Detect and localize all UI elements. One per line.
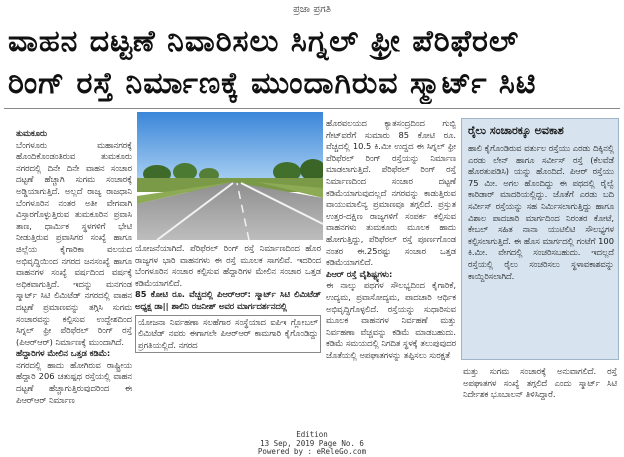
edition-footer (0, 431, 624, 457)
dateline: ತುಮಕೂರು (16, 128, 47, 138)
sidebar-title: ರೈಲು ಸಂಚಾರಕ್ಕೂ ಅವಕಾಶ (468, 124, 564, 137)
column-3-text: ಹೊರವಲಯದ ಕ್ಯಾತಸಂದ್ರದಿಂದ ಗುಬ್ಬಿ ಗೇಟ್‌ವರೆಗೆ ಸುಮಾರು 85 ಕೋಟಿ ರೂ. ವೆಚ್ಚದಲ್ಲಿ 10.5 ಕಿ.ಮೀ ಉದ್ದದ ಈ ಸಿಗ್ನಲ್ ಫ್ರೀ ಪೆರಿಫೆರಲ್ ರಿಂಗ್ ರಸ್ತೆಯನ್ನು ನಿರ್ಮಾಣ ಮಾಡಲಾಗುತ್ತಿದೆ. ಪೆರಿಫೆರಲ್ ರಿಂಗ್ ರಸ್ತೆ ನಿರ್ಮಾಣದಿಂದ ಸಂಚಾರ ದಟ್ಟಣೆ ಕಡಿಮೆಯಾಗುವುದಲ್ಲದೆ ನಗರವನ್ನು ಕಾಡುತ್ತಿರುವ ವಾಯುಮಾಲಿನ್ಯ ಪ್ರಮಾಣವೂ ತಗ್ಗಲಿದೆ. ಪ್ರಸ್ತುತ ಉತ್ತರ-ದಕ್ಷಿಣ ರಾಜ್ಯಗಳಿಗೆ ಸಂಪರ್ಕ ಕಲ್ಪಿಸುವ ವಾಹನಗಳು ತುಮಕೂರು ಮೂಲಕ ಹಾದು ಹೋಗುತ್ತಿದ್ದು, ಪೆರಿಫೆರಲ್ ರಸ್ತೆ ಪೂರ್ಣಗೊಂಡ ನಂತರ ಈ.25ರಷ್ಟು ಸಂಚಾರ ಒತ್ತಡ ಕಡಿಮೆಯಾಗಲಿದೆ. (326, 118, 456, 268)
edition-date-page: 13 Sep, 2019 Page No. 6 (260, 438, 364, 448)
column-2-text: ಯೋಜನೆಯಾಗಿದೆ. ಪೆರಿಫೆರಲ್ ರಿಂಗ್ ರಸ್ತೆ ನಿರ್ಮಾಣದಿಂದ ಹೊರ ರಾಜ್ಯಗಳ ಭಾರಿ ವಾಹನಗಳು ಈ ರಸ್ತೆ ಮೂಲಕ ಸಾಗಲಿವೆ. ಇದರಿಂದ ಬೆಂಗಳೂರಿನ ಸಂಚಾರ ಕಲ್ಪಿಸುವ ಹೆದ್ದಾರಿಗಳ ಮೇಲಿನ ಸಂಚಾರ ಒತ್ತಡ ಕಡಿಮೆಯಾಗಲಿದೆ. (135, 243, 321, 288)
headline-line-1: ವಾಹನ ದಟ್ಟಣೆ ನಿವಾರಿಸಲು ಸಿಗ್ನಲ್ ಫ್ರೀ ಪೆರಿಫೆರಲ್ (8, 24, 520, 59)
article-column-2 (135, 243, 321, 430)
column-1-subheading: ಹೆದ್ದಾರಿಗಳ ಮೇಲಿನ ಒತ್ತಡ ಕಡಿಮೆ: (16, 348, 111, 359)
column-2-boxed-text: ಯೋಜನಾ ನಿರ್ವಹಣಾ ಸಲಹೆಗಾರ ಸಂಸ್ಥೆಯಾದ ಐಪಿಇ ಗ್ಲೋಬಲ್ ಲಿಮಿಟೆಡ್ ನವರು ಈಗಾಗಲೇ ಪಿಆರ್‌ಆರ್ ಕಾಮಗಾರಿ ಕೈಗೊಂಡಿದ್ದು ಪ್ರಗತಿಯಲ್ಲಿದೆ. ನಗರದ (135, 315, 321, 354)
article-column-1 (16, 128, 132, 430)
column-1-text: ಬೆಂಗಳೂರು ಮಹಾನಗರಕ್ಕೆ ಹೊಂದಿಕೊಂಡಂತಿರುವ ತುಮಕೂರು ನಗರದಲ್ಲಿ ದಿನೇ ದಿನೇ ವಾಹನ ಸಂಚಾರ ದಟ್ಟಣೆ ಹೆಚ್ಚಾಗಿ ಸುಗಮ ಸಂಚಾರಕ್ಕೆ ಅಡ್ಡಿಯಾಗುತ್ತಿದೆ. ಅಲ್ಲದೆ ರಾಜ್ಯ ರಾಜಧಾನಿ ಬೆಂಗಳೂರಿನ ನಂತರ ಅತೀ ವೇಗವಾಗಿ ವಿಸ್ತಾರಗೊಳ್ಳುತ್ತಿರುವ ತುಮಕೂರಿನ ಪ್ರವಾಸಿ ತಾಣ, ಧಾರ್ಮಿಕ ಸ್ಥಳಗಳಿಗೆ ಭೇಟಿ ನೀಡುತ್ತಿರುವ ಪ್ರವಾಸಿಗರ ಸಂಖ್ಯೆ ಹಾಗೂ ಜಿಲ್ಲೆಯ ಕೈಗಾರಿಕಾ ವಲಯದ ಅಭಿವೃದ್ಧಿಯಿಂದ ನಗರದ ಜನಸಂಖ್ಯೆ ಹಾಗೂ ವಾಹನಗಳ ಸಂಖ್ಯೆ ವರ್ಷದಿಂದ ವರ್ಷಕ್ಕೆ ಅಧಿಕವಾಗುತ್ತಿದೆ. ಇದನ್ನು ಮನಗಂಡ ಸ್ಮಾರ್ಟ್ ಸಿಟಿ ಲಿಮಿಟೆಡ್ ನಗರದಲ್ಲಿ ವಾಹನ ದಟ್ಟಣೆ ಪ್ರಮಾಣವನ್ನು ತಗ್ಗಿಸಿ ಸುಗಮ ಸಂಚಾರವನ್ನು ಕಲ್ಪಿಸುವ ಉದ್ದೇಶದಿಂದ ಸಿಗ್ನಲ್ ಫ್ರೀ ಪೆರಿಫೆರಲ್ ರಿಂಗ್ ರಸ್ತೆ (ಪಿಆರ್‌ಆರ್) ನಿರ್ಮಾಣಕ್ಕೆ ಮುಂದಾಗಿದೆ. (16, 139, 132, 347)
edition-label: Edition (296, 430, 328, 439)
headline-divider (4, 108, 620, 109)
powered-by: Powered by : eReleGo.com (257, 447, 367, 456)
column-2-subheading: 85 ಕೋಟಿ ರೂ. ವೆಚ್ಚದಲ್ಲಿ ಪಿಆರ್‌ಆರ್: ಸ್ಮಾರ್ಟ್ ಸಿಟಿ ಲಿಮಿಟೆಡ್ ಅಧ್ಯಕ್ಷ ಡಾ|| ಶಾಲಿನಿ ರಜನೀಶ್ ಅವರ ಮಾರ್ಗದರ್ಶನದಲ್ಲಿ (135, 289, 321, 311)
sidebar-body: ಹಾಲಿ ಕೈಗೊಂಡಿರುವ ವರ್ತುಲ ರಸ್ತೆಯು ಎರಡು ದಿಕ್ಕಿನಲ್ಲಿ ಎರಡು ಲೇನ್ ಹಾಗೂ ಸರ್ವೀಸ್ ರಸ್ತೆ (ಕೆಲವೆಡೆ ಹೊರತುಪಡಿಸಿ) ಯನ್ನು ಹೊಂದಿದೆ. ಪಿಆರ್ ರಸ್ತೆಯು 75 ಮೀ. ಅಗಲ ಹೊಂದಿದ್ದು ಈ ಪಥದಲ್ಲಿ ರೈಲ್ವೆ ಕಾರಿಡಾರ್ ಮಾದರಿಯಲ್ಲಿದ್ದು. ಜೊತೆಗೆ ಎರಡು ಬದಿ ಸರ್ವೀಸ್ ರಸ್ತೆಯನ್ನು ಸಹ ನಿರ್ಮಿಸಲಾಗುತ್ತಿದ್ದು ಹಾಗೂ ವಿಶಾಲ ಪಾದಚಾರಿ ಮಾರ್ಗದಿಂದ ನಿರಂತರ ಕೋಟೆ, ಕೇಬಲ್ ಸಹಿತ ನಾನಾ ಯುಟಿಲಿಟಿ ಸೌಲಭ್ಯಗಳ ಕಲ್ಪಿಸಲಾಗುತ್ತಿದೆ. ಈ ಹೊಸ ಮಾರ್ಗದಲ್ಲಿ ಗಂಟೆಗೆ 100 ಕಿ.ಮೀ. ವೇಗದಲ್ಲಿ ಸಂಚರಿಸಬಹುದು. ಇದಲ್ಲದೆ ರಸ್ತೆಯಲ್ಲಿ ರೈಲು ಸಂಚರಿಸಲು ಸ್ಥಳಾವಕಾಶವನ್ನು ಕಾಯ್ದಿರಿಸಲಾಗಿದೆ. (468, 143, 614, 281)
column-3-subheading: ಪಿಆರ್ ರಸ್ತೆ ವೈಶಿಷ್ಟ್ಯಗಳು: (326, 268, 393, 279)
sidebar-box (461, 118, 619, 360)
column-1-tail: ನಗರದಲ್ಲಿ ಹಾದು ಹೋಗಿರುವ ರಾಷ್ಟ್ರೀಯ ಹೆದ್ದಾರಿ 206 ಚತುಷ್ಪಥ ರಸ್ತೆಯಲ್ಲಿ ವಾಹನ ದಟ್ಟಣೆ ಹೆಚ್ಚಾಗುತ್ತಿರುವುದರಿಂದ ಈ ಪಿಆರ್‌ಆರ್ ನಿರ್ಮಾಣ (16, 359, 132, 405)
column-3-tail: ಈ ನಾಲ್ಕು ಪಥಗಳ ಸೌಲಭ್ಯದಿಂದ ಕೈಗಾರಿಕೆ, ಉದ್ಯಮ, ಪ್ರವಾಸೋದ್ಯಮ, ಪಾದಚಾರಿ ಆರ್ಥಿಕ ಅಭಿವೃದ್ಧಿಗೊಳ್ಳಲಿದೆ. ರಸ್ತೆಯನ್ನು ಸುಧಾರಿಸುವ ಮೂಲಕ ವಾಹನಗಳ ನಿರ್ವಹಣೆ ಮತ್ತು ನಿರ್ವಹಣಾ ವೆಚ್ಚವನ್ನು ಕಡಿಮೆ ಮಾಡಬಹುದು. ಕಡಿಮೆ ಸಮಯದಲ್ಲಿ ನಿಗದಿತ ಸ್ಥಳಕ್ಕೆ ತಲುಪುವುದರ ಜೊತೆಯಲ್ಲಿ ಅಪಘಾತಗಳನ್ನು ತಪ್ಪಿಸಲು ಸುರಕ್ಷತೆ (326, 280, 456, 360)
road-photo (137, 112, 323, 240)
headline-line-2: ರಿಂಗ್ ರಸ್ತೆ ನಿರ್ಮಾಣಕ್ಕೆ ಮುಂದಾಗಿರುವ ಸ್ಮಾರ್ಟ್ ಸಿಟಿ (8, 66, 537, 101)
sidebar-tail-text: ಮತ್ತು ಸುಗಮ ಸಂಚಾರಕ್ಕೆ ಅನುವಾಗಲಿದೆ. ರಸ್ತೆ ಅಪಘಾತಗಳ ಸಂಖ್ಯೆ ತಗ್ಗಲಿದೆ ಎಂದು ಸ್ಮಾರ್ಟ್ ಸಿಟಿ ನಿರ್ದೇಶಕ ಭೂಬಾಲನ್ ತಿಳಿಸಿದ್ದಾರೆ. (463, 366, 617, 400)
article-column-3 (326, 118, 456, 430)
masthead-logo: ಪ್ರಜಾ ಪ್ರಗತಿ (293, 4, 331, 15)
sidebar (461, 118, 619, 430)
